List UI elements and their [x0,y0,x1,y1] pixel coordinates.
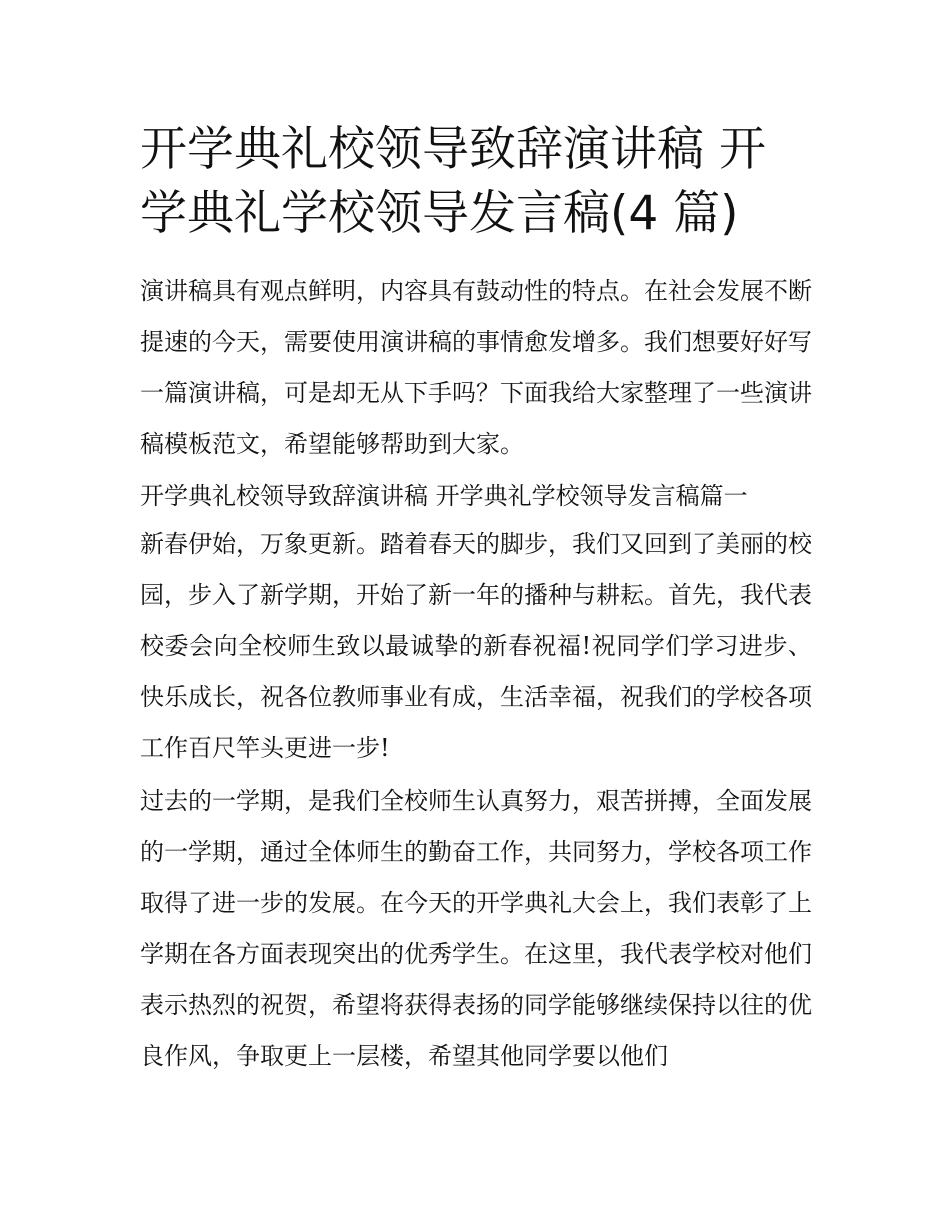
document-title: 开学典礼校领导致辞演讲稿 开学典礼学校领导发言稿(4 篇) [140,122,766,241]
section-heading: 开学典礼校领导致辞演讲稿 开学典礼学校领导发言稿篇一 [140,482,748,510]
body-paragraph-2: 过去的一学期，是我们全校师生认真努力，艰苦拼搏，全面发展的一学期，通过全体师生的勤奋工作，共同努力，学校各项工作取得了进一步的发展。在今天的开学典礼大会上，我们表彰了上学期在各方面表现突出的优秀学生。在这里，我代表学校对他们表示热烈的祝贺，希望将获得表扬的同学能够继续保持以往的优良作风，争取更上一层楼，希望其他同学要以他们 [140,787,812,1070]
intro-paragraph: 演讲稿具有观点鲜明，内容具有鼓动性的特点。在社会发展不断提速的今天，需要使用演讲稿的事情愈发增多。我们想要好好写一篇演讲稿，可是却无从下手吗？下面我给大家整理了一些演讲稿模板范文，希望能够帮助到大家。 [140,277,812,458]
body-paragraph-1: 新春伊始，万象更新。踏着春天的脚步，我们又回到了美丽的校园，步入了新学期，开始了新一年的播种与耕耘。首先，我代表校委会向全校师生致以最诚挚的新春祝福!祝同学们学习进步、快乐成长，祝各位教师事业有成，生活幸福，祝我们的学校各项工作百尺竿头更进一步! [140,530,812,762]
document-content [140,118,812,1082]
